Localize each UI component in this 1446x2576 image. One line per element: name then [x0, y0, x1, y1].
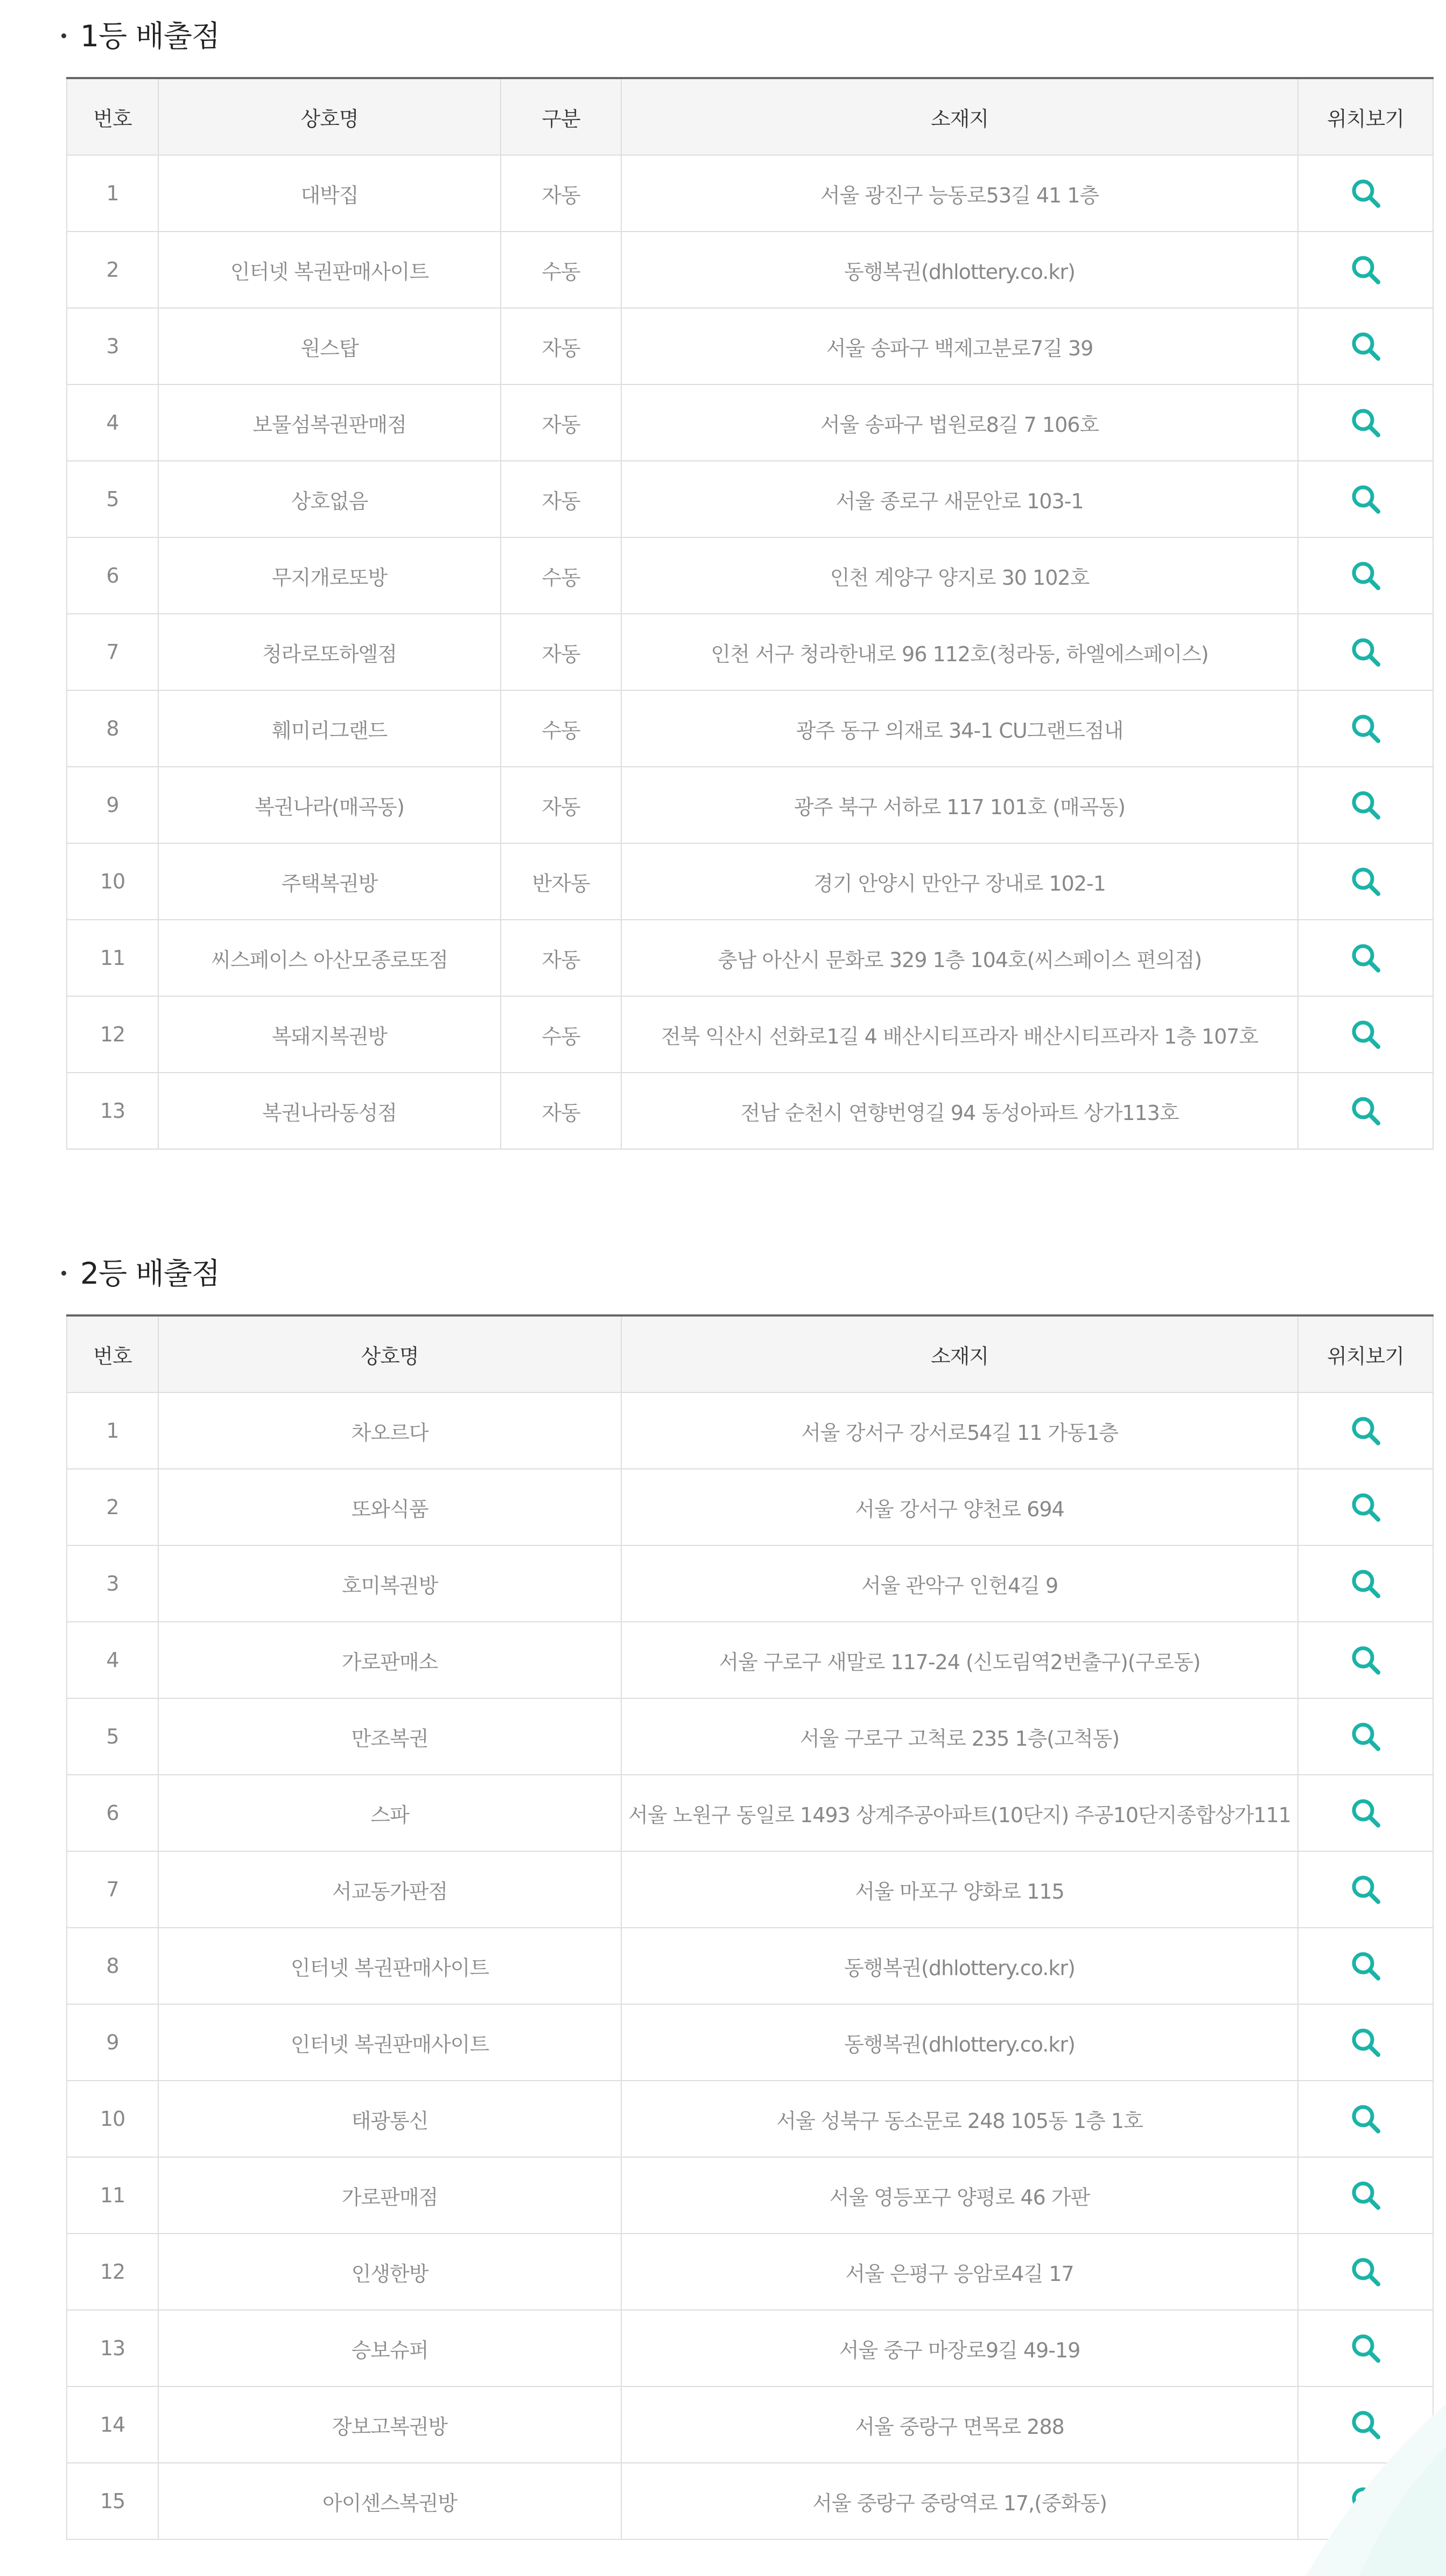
cell-name: 무지개로또방 [158, 537, 501, 614]
table-row [67, 2081, 1433, 2157]
cell-name: 인터넷 복권판매사이트 [158, 1928, 621, 2004]
search-icon[interactable] [1349, 176, 1383, 211]
cell-name: 상호없음 [158, 461, 501, 537]
cell-location [1298, 2463, 1433, 2539]
cell-address: 서울 강서구 강서로54길 11 가동1층 [621, 1392, 1298, 1469]
cell-name: 가로판매소 [158, 1622, 621, 1698]
col-header-no: 번호 [67, 78, 158, 155]
cell-address: 서울 중구 마장로9길 49-19 [621, 2310, 1298, 2386]
table-row [67, 1545, 1433, 1622]
cell-name: 태광통신 [158, 2081, 621, 2157]
table-row [67, 614, 1433, 690]
cell-location [1298, 1392, 1433, 1469]
table-row [67, 1775, 1433, 1851]
search-icon[interactable] [1349, 941, 1383, 975]
cell-no: 1 [67, 1392, 158, 1469]
cell-name: 복권나라동성점 [158, 1073, 501, 1149]
bullet-dot [61, 1271, 66, 1276]
cell-location [1298, 2386, 1433, 2463]
cell-name: 차오르다 [158, 1392, 621, 1469]
cell-name: 보물섬복권판매점 [158, 384, 501, 461]
cell-name: 인터넷 복권판매사이트 [158, 2004, 621, 2081]
cell-no: 6 [67, 537, 158, 614]
col-header-address: 소재지 [621, 1315, 1298, 1392]
cell-name: 또와식품 [158, 1469, 621, 1545]
table-header-row [67, 1315, 1433, 1392]
cell-name: 인터넷 복권판매사이트 [158, 232, 501, 308]
cell-name: 복권나라(매곡동) [158, 767, 501, 843]
first-prize-title-text: 1등 배출점 [80, 18, 220, 53]
cell-no: 3 [67, 308, 158, 384]
cell-no: 4 [67, 1622, 158, 1698]
search-icon[interactable] [1349, 482, 1383, 516]
cell-location [1298, 2234, 1433, 2310]
cell-location [1298, 1545, 1433, 1622]
cell-no: 8 [67, 1928, 158, 2004]
cell-type: 수동 [501, 690, 621, 767]
cell-name: 서교동가판점 [158, 1851, 621, 1928]
cell-no: 13 [67, 1073, 158, 1149]
search-icon[interactable] [1349, 1490, 1383, 1524]
cell-address: 서울 은평구 응암로4길 17 [621, 2234, 1298, 2310]
col-header-location: 위치보기 [1298, 78, 1433, 155]
cell-location [1298, 2157, 1433, 2234]
cell-no: 8 [67, 690, 158, 767]
search-icon[interactable] [1349, 864, 1383, 899]
cell-address: 경기 안양시 만안구 장내로 102-1 [621, 843, 1298, 920]
cell-type: 자동 [501, 614, 621, 690]
table-row [67, 155, 1433, 232]
cell-no: 11 [67, 2157, 158, 2234]
search-icon[interactable] [1349, 2102, 1383, 2136]
cell-type: 자동 [501, 767, 621, 843]
col-header-name: 상호명 [158, 78, 501, 155]
table-row [67, 996, 1433, 1073]
first-prize-title [61, 9, 220, 58]
cell-type: 자동 [501, 461, 621, 537]
cell-address: 동행복권(dhlottery.co.kr) [621, 1928, 1298, 2004]
cell-address: 서울 노원구 동일로 1493 상계주공아파트(10단지) 주공10단지종합상가111 [621, 1775, 1298, 1851]
search-icon[interactable] [1349, 2331, 1383, 2365]
cell-location [1298, 1928, 1433, 2004]
first-prize-table [66, 77, 1434, 1150]
cell-no: 9 [67, 2004, 158, 2081]
cell-no: 2 [67, 1469, 158, 1545]
second-prize-title [61, 1247, 220, 1295]
table-row [67, 2234, 1433, 2310]
bullet-dot [61, 33, 66, 38]
table-row [67, 2386, 1433, 2463]
cell-name: 아이센스복권방 [158, 2463, 621, 2539]
cell-no: 13 [67, 2310, 158, 2386]
cell-address: 서울 영등포구 양평로 46 가판 [621, 2157, 1298, 2234]
cell-address: 광주 동구 의재로 34-1 CU그랜드점내 [621, 690, 1298, 767]
cell-address: 인천 계양구 양지로 30 102호 [621, 537, 1298, 614]
cell-name: 호미복권방 [158, 1545, 621, 1622]
cell-address: 서울 송파구 법원로8길 7 106호 [621, 384, 1298, 461]
cell-no: 4 [67, 384, 158, 461]
cell-address: 서울 관악구 인헌4길 9 [621, 1545, 1298, 1622]
cell-type: 자동 [501, 308, 621, 384]
cell-name: 주택복권방 [158, 843, 501, 920]
col-header-address: 소재지 [621, 78, 1298, 155]
cell-type: 수동 [501, 537, 621, 614]
cell-no: 12 [67, 996, 158, 1073]
search-icon[interactable] [1349, 711, 1383, 746]
search-icon[interactable] [1349, 788, 1383, 822]
table-row [67, 843, 1433, 920]
table-row [67, 767, 1433, 843]
cell-address: 서울 송파구 백제고분로7길 39 [621, 308, 1298, 384]
col-header-location: 위치보기 [1298, 1315, 1433, 1392]
cell-address: 서울 성북구 동소문로 248 105동 1층 1호 [621, 2081, 1298, 2157]
cell-name: 원스탑 [158, 308, 501, 384]
search-icon[interactable] [1349, 1094, 1383, 1128]
col-header-type: 구분 [501, 78, 621, 155]
cell-location [1298, 1775, 1433, 1851]
col-header-name: 상호명 [158, 1315, 621, 1392]
cell-location [1298, 461, 1433, 537]
cell-location [1298, 1851, 1433, 1928]
col-header-no: 번호 [67, 1315, 158, 1392]
cell-location [1298, 2310, 1433, 2386]
table-row [67, 2157, 1433, 2234]
cell-address: 서울 구로구 새말로 117-24 (신도림역2번출구)(구로동) [621, 1622, 1298, 1698]
second-prize-table [66, 1314, 1434, 2540]
cell-no: 11 [67, 920, 158, 996]
cell-no: 7 [67, 1851, 158, 1928]
cell-address: 서울 강서구 양천로 694 [621, 1469, 1298, 1545]
search-icon[interactable] [1349, 1413, 1383, 1448]
table-row [67, 1698, 1433, 1775]
cell-location [1298, 232, 1433, 308]
search-icon[interactable] [1349, 1796, 1383, 1830]
cell-no: 5 [67, 461, 158, 537]
cell-name: 대박집 [158, 155, 501, 232]
search-icon[interactable] [1349, 1719, 1383, 1754]
cell-type: 자동 [501, 1073, 621, 1149]
table-row [67, 308, 1433, 384]
cell-location [1298, 2081, 1433, 2157]
cell-name: 훼미리그랜드 [158, 690, 501, 767]
second-prize-title-text: 2등 배출점 [80, 1256, 220, 1291]
search-icon[interactable] [1349, 1017, 1383, 1052]
cell-address: 충남 아산시 문화로 329 1층 104호(씨스페이스 편의점) [621, 920, 1298, 996]
search-icon[interactable] [1349, 1566, 1383, 1601]
table-row [67, 690, 1433, 767]
cell-address: 인천 서구 청라한내로 96 112호(청라동, 하엘에스페이스) [621, 614, 1298, 690]
cell-location [1298, 1469, 1433, 1545]
table-row [67, 384, 1433, 461]
cell-location [1298, 384, 1433, 461]
table-row [67, 2310, 1433, 2386]
cell-location [1298, 155, 1433, 232]
cell-location [1298, 996, 1433, 1073]
cell-name: 청라로또하엘점 [158, 614, 501, 690]
cell-name: 인생한방 [158, 2234, 621, 2310]
table-row [67, 232, 1433, 308]
search-icon[interactable] [1349, 2025, 1383, 2060]
cell-location [1298, 1073, 1433, 1149]
search-icon[interactable] [1349, 405, 1383, 440]
search-icon[interactable] [1349, 1643, 1383, 1677]
cell-address: 서울 중랑구 면목로 288 [621, 2386, 1298, 2463]
cell-location [1298, 920, 1433, 996]
cell-name: 스파 [158, 1775, 621, 1851]
table-row [67, 1073, 1433, 1149]
table-row [67, 1392, 1433, 1469]
cell-type: 수동 [501, 232, 621, 308]
cell-location [1298, 1622, 1433, 1698]
cell-type: 자동 [501, 384, 621, 461]
cell-address: 전남 순천시 연향번영길 94 동성아파트 상가113호 [621, 1073, 1298, 1149]
table-row [67, 537, 1433, 614]
cell-no: 10 [67, 2081, 158, 2157]
cell-no: 12 [67, 2234, 158, 2310]
search-icon[interactable] [1349, 2255, 1383, 2289]
table-header-row [67, 78, 1433, 155]
search-icon[interactable] [1349, 2484, 1383, 2518]
cell-address: 광주 북구 서하로 117 101호 (매곡동) [621, 767, 1298, 843]
cell-name: 씨스페이스 아산모종로또점 [158, 920, 501, 996]
cell-address: 서울 마포구 양화로 115 [621, 1851, 1298, 1928]
search-icon[interactable] [1349, 635, 1383, 669]
cell-location [1298, 537, 1433, 614]
cell-address: 서울 중랑구 중랑역로 17,(중화동) [621, 2463, 1298, 2539]
cell-address: 동행복권(dhlottery.co.kr) [621, 2004, 1298, 2081]
search-icon[interactable] [1349, 2178, 1383, 2213]
table-row [67, 1928, 1433, 2004]
cell-no: 10 [67, 843, 158, 920]
cell-no: 15 [67, 2463, 158, 2539]
cell-location [1298, 614, 1433, 690]
table-row [67, 1851, 1433, 1928]
cell-location [1298, 308, 1433, 384]
cell-address: 서울 종로구 새문안로 103-1 [621, 461, 1298, 537]
cell-no: 6 [67, 1775, 158, 1851]
cell-name: 장보고복권방 [158, 2386, 621, 2463]
cell-address: 동행복권(dhlottery.co.kr) [621, 232, 1298, 308]
cell-name: 승보슈퍼 [158, 2310, 621, 2386]
cell-no: 3 [67, 1545, 158, 1622]
cell-name: 복돼지복권방 [158, 996, 501, 1073]
search-icon[interactable] [1349, 1949, 1383, 1983]
cell-type: 자동 [501, 920, 621, 996]
cell-address: 서울 구로구 고척로 235 1층(고척동) [621, 1698, 1298, 1775]
cell-location [1298, 1698, 1433, 1775]
cell-no: 5 [67, 1698, 158, 1775]
cell-type: 자동 [501, 155, 621, 232]
table-row [67, 461, 1433, 537]
table-row [67, 920, 1433, 996]
cell-location [1298, 690, 1433, 767]
cell-type: 반자동 [501, 843, 621, 920]
cell-location [1298, 767, 1433, 843]
search-icon[interactable] [1349, 253, 1383, 287]
second-prize-table-body [67, 1392, 1433, 2539]
search-icon[interactable] [1349, 2407, 1383, 2442]
search-icon[interactable] [1349, 329, 1383, 363]
cell-address: 전북 익산시 선화로1길 4 배산시티프라자 배산시티프라자 1층 107호 [621, 996, 1298, 1073]
cell-name: 가로판매점 [158, 2157, 621, 2234]
first-prize-table-body [67, 155, 1433, 1149]
cell-no: 7 [67, 614, 158, 690]
cell-location [1298, 2004, 1433, 2081]
search-icon[interactable] [1349, 558, 1383, 593]
cell-no: 9 [67, 767, 158, 843]
cell-no: 2 [67, 232, 158, 308]
cell-no: 14 [67, 2386, 158, 2463]
table-row [67, 2463, 1433, 2539]
cell-location [1298, 843, 1433, 920]
cell-name: 만조복권 [158, 1698, 621, 1775]
table-row [67, 2004, 1433, 2081]
cell-type: 수동 [501, 996, 621, 1073]
search-icon[interactable] [1349, 1872, 1383, 1907]
cell-address: 서울 광진구 능동로53길 41 1층 [621, 155, 1298, 232]
table-row [67, 1469, 1433, 1545]
cell-no: 1 [67, 155, 158, 232]
table-row [67, 1622, 1433, 1698]
